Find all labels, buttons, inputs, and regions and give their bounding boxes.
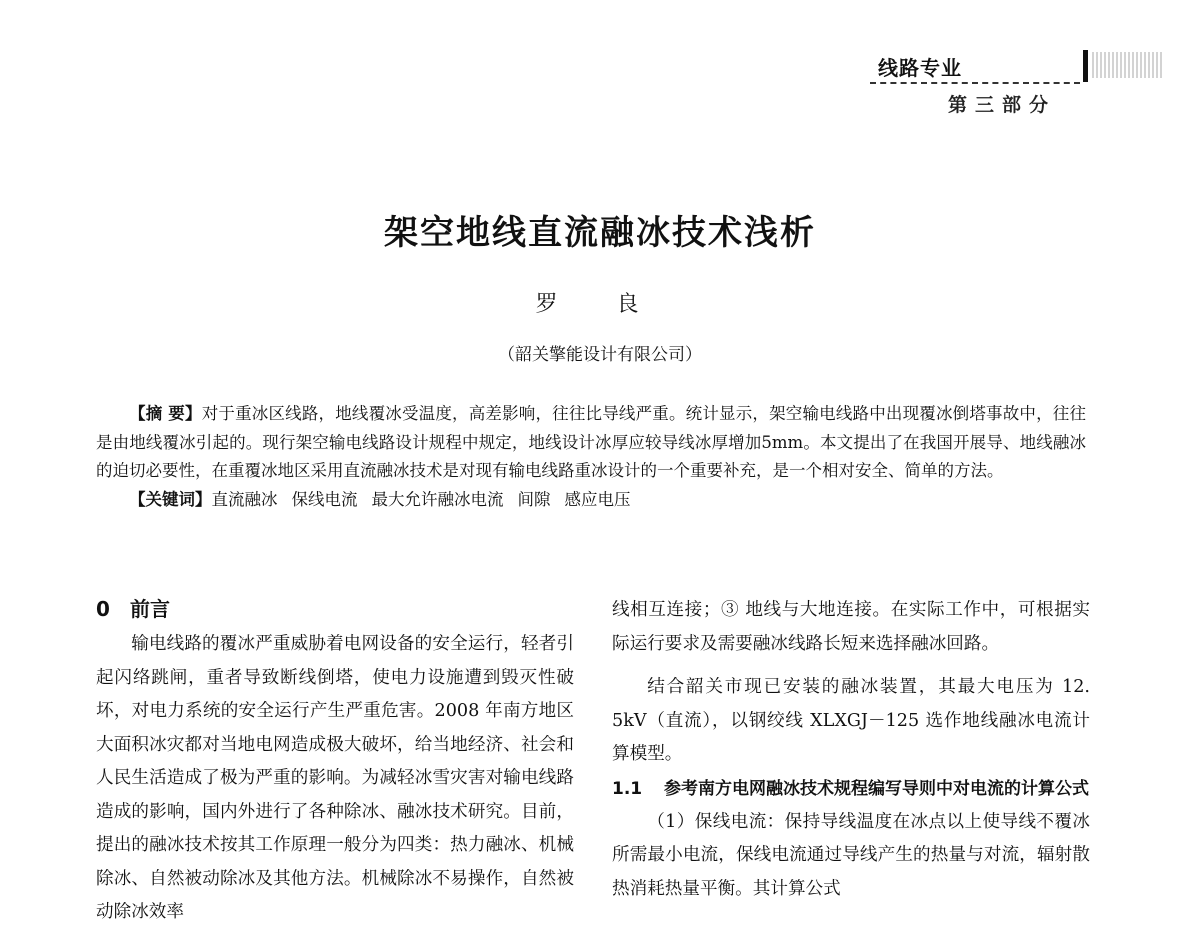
section-label: 线路专业	[878, 56, 962, 80]
section-title: 前言	[130, 597, 170, 621]
author: 罗 良	[535, 292, 665, 317]
keyword: 感应电压	[564, 489, 631, 509]
abstract-block	[96, 400, 1086, 514]
part-label: 第三部分	[948, 94, 1057, 116]
right-column	[612, 594, 1090, 906]
keywords	[96, 486, 1086, 515]
subsection-number: 1.1	[612, 778, 643, 799]
body-paragraph: （1）保线电流：保持导线温度在冰点以上使导线不覆冰所需最小电流，保线电流通过导线产生的热量与对流，辐射散热消耗热量平衡。其计算公式	[612, 811, 1090, 899]
header-texture-decoration	[1092, 52, 1164, 78]
abstract-text: 对于重冰区线路，地线覆冰受温度，高差影响，往往比导线严重。统计显示，架空输电线路中出现覆冰倒塔事故中，往往是由地线覆冰引起的。现行架空输电线路设计规程中规定，地线设计冰厚应较导线冰厚增加5mm。本文提出了在我国开展导、地线融冰的迫切必要性，在重覆冰地区采用直流融冰技术是对现有输电线路重冰设计的一个重要补充，是一个相对安全、简单的方法。	[96, 404, 1086, 480]
section-heading-intro	[96, 594, 574, 624]
keywords-label: 【关键词】	[129, 489, 212, 509]
keyword: 保线电流	[291, 489, 358, 509]
body-paragraph: 结合韶关市现已安装的融冰装置，其最大电压为 12. 5kV（直流），以钢绞线 XLXGJ－125 选作地线融冰电流计算模型。	[612, 677, 1090, 764]
header-bar	[1083, 50, 1088, 82]
header-divider	[870, 82, 1080, 84]
intro-paragraph: 输电线路的覆冰严重威胁着电网设备的安全运行，轻者引起闪络跳闸，重者导致断线倒塔，使电力设施遭到毁灭性破坏，对电力系统的安全运行产生严重危害。2008 年南方地区大面积冰灾都对当地电网造成极大破坏，给当地经济、社会和人民生活造成了极为严重的影响。为减轻冰雪灾害对输电线路造成的影响，国内外进行了各种除冰、融冰技术研究。目前，提出的融冰技术按其工作原理一般分为四类：热力融冰、机械除冰、自然被动除冰及其他方法。机械除冰不易操作，自然被动除冰效率	[96, 634, 574, 922]
abstract-label: 【摘 要】	[129, 404, 202, 423]
running-header	[870, 52, 1090, 122]
affiliation: （韶关擎能设计有限公司）	[498, 345, 702, 365]
subsection-title: 参考南方电网融冰技术规程编写导则中对电流的计算公式	[664, 778, 1089, 799]
abstract	[96, 400, 1086, 486]
body-paragraph: 线相互连接；③ 地线与大地连接。在实际工作中，可根据实际运行要求及需要融冰线路长短来选择融冰回路。	[612, 600, 1090, 654]
left-column	[96, 594, 574, 930]
keyword: 直流融冰	[211, 489, 278, 509]
keyword: 间隙	[517, 489, 551, 509]
keyword: 最大允许融冰电流	[371, 489, 504, 509]
paper-title: 架空地线直流融冰技术浅析	[384, 213, 816, 253]
section-number: 0	[96, 597, 110, 621]
subsection-heading	[612, 774, 1090, 804]
